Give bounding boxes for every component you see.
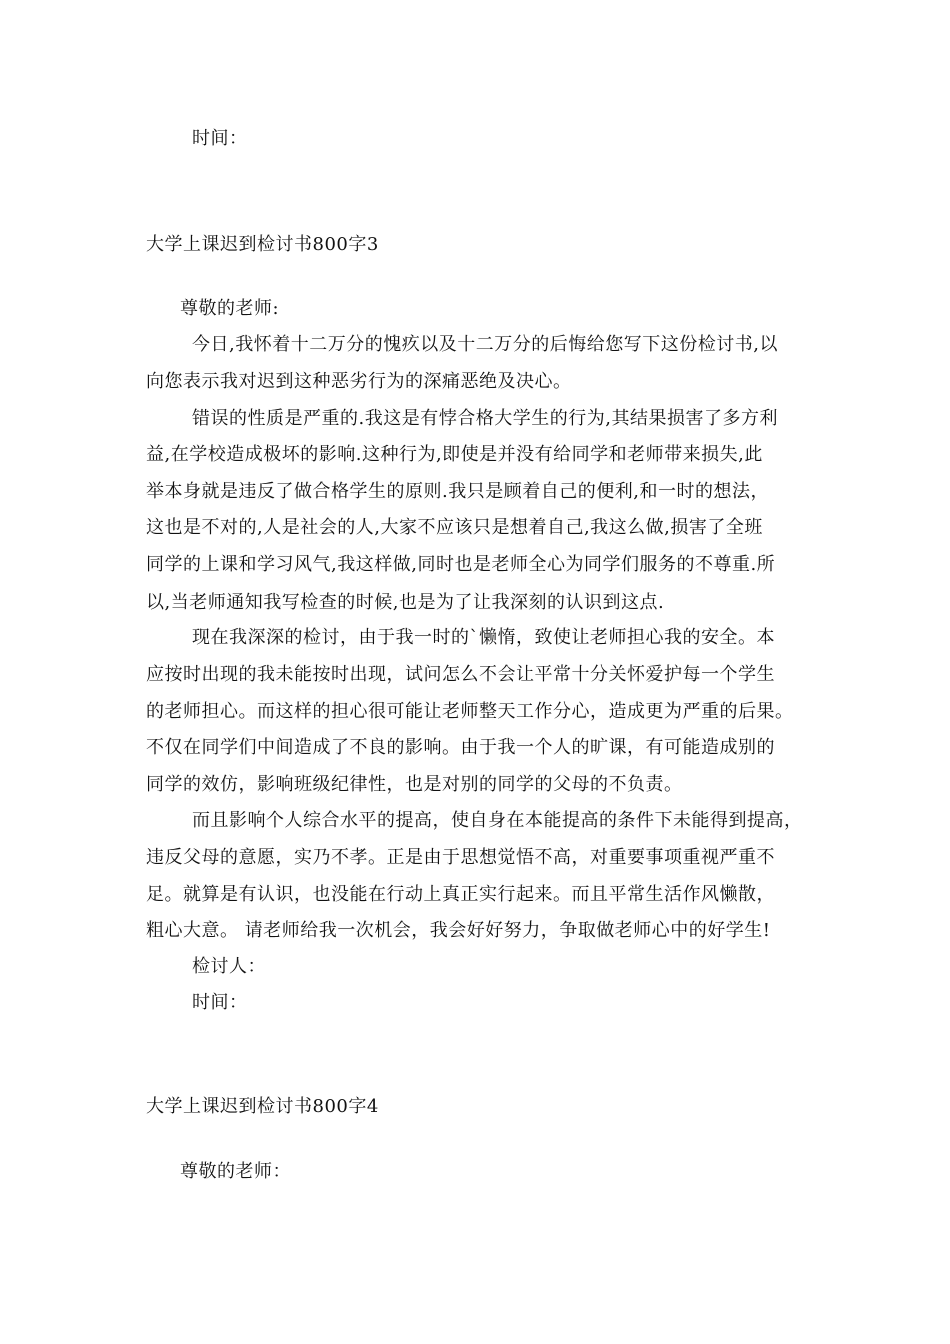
- section3-line: 违反父母的意愿，实乃不孝。正是由于思想觉悟不高，对重要事项重视严重不: [146, 847, 775, 868]
- section3-line: 同学的效仿，影响班级纪律性，也是对别的同学的父母的不负责。: [146, 774, 683, 795]
- section3-line: 益,在学校造成极坏的影响.这种行为,即使是并没有给同学和老师带来损失,此: [146, 444, 763, 465]
- section3-line: 同学的上课和学习风气,我这样做,同时也是老师全心为同学们服务的不尊重.所: [146, 554, 776, 575]
- section3-line: 以,当老师通知我写检查的时候,也是为了让我深刻的认识到这点.: [146, 592, 665, 613]
- section3-line: 今日,我怀着十二万分的愧疚以及十二万分的后悔给您写下这份检讨书,以: [192, 334, 778, 355]
- section3-line: 而且影响个人综合水平的提高，使自身在本能提高的条件下未能得到提高，: [192, 810, 803, 831]
- section3-line: 向您表示我对迟到这种恶劣行为的深痛恶绝及决心。: [146, 371, 572, 392]
- section3-line: 现在我深深的检讨，由于我一时的`懒惰，致使让老师担心我的安全。本: [192, 627, 775, 648]
- top-time-label: 时间：: [192, 128, 248, 149]
- section3-line: 这也是不对的,人是社会的人,大家不应该只是想着自己,我这么做,损害了全班: [146, 517, 763, 538]
- section4-salutation: 尊敬的老师：: [180, 1161, 291, 1182]
- section3-title: 大学上课迟到检讨书800字3: [146, 234, 379, 255]
- section3-line: 举本身就是违反了做合格学生的原则.我只是顾着自己的便利,和一时的想法，: [146, 481, 769, 502]
- section3-line: 应按时出现的我未能按时出现，试问怎么不会让平常十分关怀爱护每一个学生: [146, 664, 775, 685]
- section4-title: 大学上课迟到检讨书800字4: [146, 1096, 379, 1117]
- section3-line: 不仅在同学们中间造成了不良的影响。由于我一个人的旷课，有可能造成别的: [146, 737, 775, 758]
- section3-line: 错误的性质是严重的.我这是有悖合格大学生的行为,其结果损害了多方利: [192, 408, 778, 429]
- section3-line: 足。就算是有认识，也没能在行动上真正实行起来。而且平常生活作风懒散，: [146, 884, 775, 905]
- section3-line: 的老师担心。而这样的担心很可能让老师整天工作分心，造成更为严重的后果。: [146, 701, 794, 722]
- reviewer-label: 检讨人：: [192, 956, 266, 977]
- section3-line: 粗心大意。 请老师给我一次机会，我会好好努力，争取做老师心中的好学生!: [146, 920, 771, 941]
- time-label: 时间：: [192, 992, 248, 1013]
- section3-salutation: 尊敬的老师:: [180, 298, 280, 319]
